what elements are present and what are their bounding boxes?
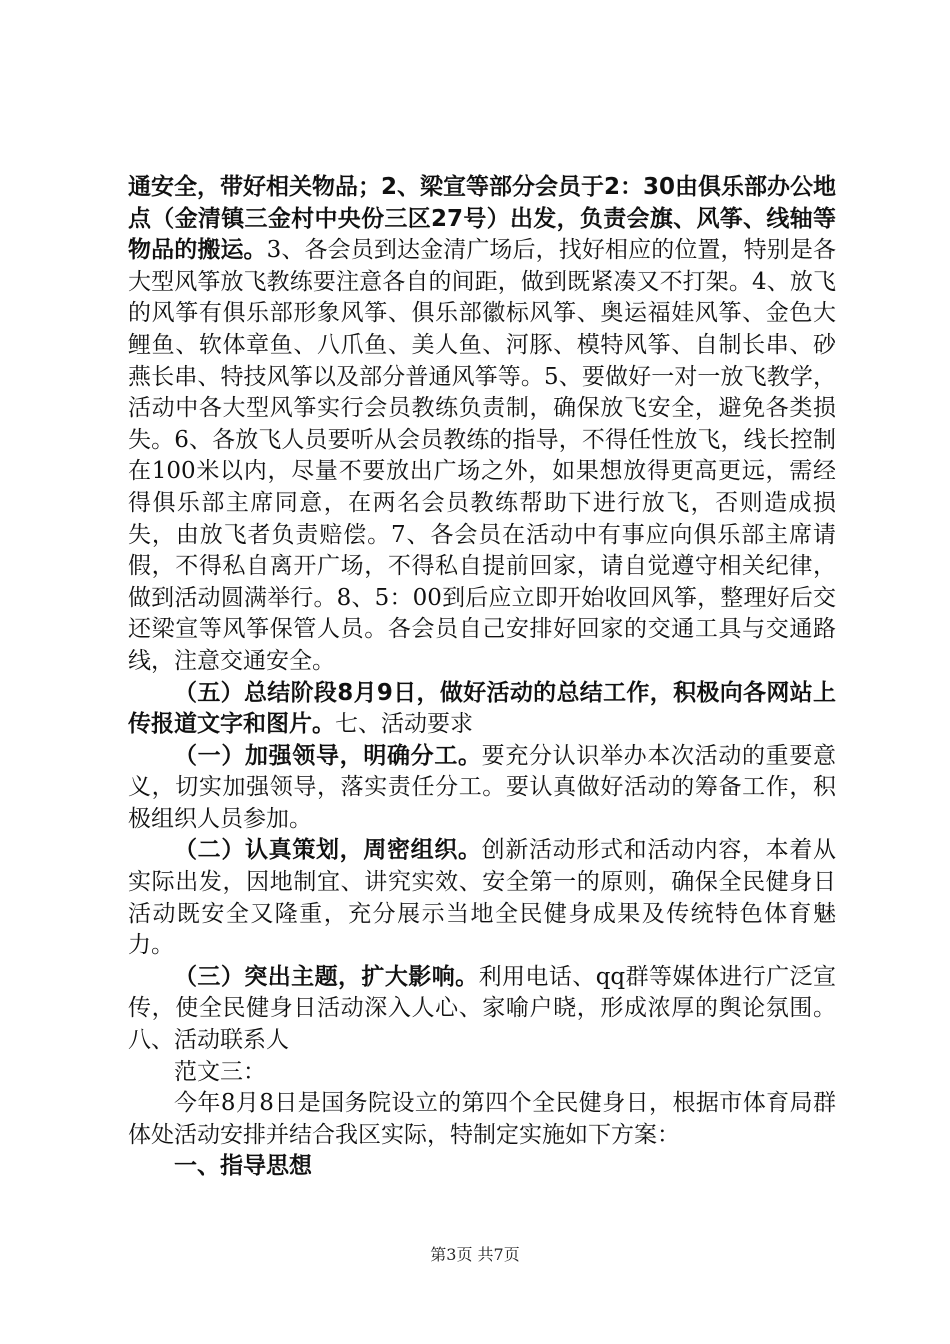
document-body	[128, 172, 836, 1183]
body-text: 3、各会员到达金清广场后，找好相应的位置，特别是各大型风筝放飞教练要注意各自的间距，做到既紧凑又不打架。4、放飞的风筝有俱乐部形象风筝、俱乐部徽标风筝、奥运福娃风筝、金色大鲤鱼、软体章鱼、八爪鱼、美人鱼、河豚、模特风筝、自制长串、砂燕长串、特技风筝以及部分普通风筝等。5、要做好一对一放飞教学，活动中各大型风筝实行会员教练负责制，确保放飞安全，避免各类损失。6、各放飞人员要听从会员教练的指导，不得任性放飞，线长控制在100米以内，尽量不要放出广场之外，如果想放得更高更远，需经得俱乐部主席同意，在两名会员教练帮助下进行放飞，否则造成损失，由放飞者负责赔偿。7、各会员在活动中有事应向俱乐部主席请假，不得私自离开广场，不得私自提前回家，请自觉遵守相关纪律，做到活动圆满举行。8、5：00到后应立即开始收回风筝，整理好后交还梁宣等风筝保管人员。各会员自己安排好回家的交通工具与交通路线，注意交通安全。	[128, 237, 836, 674]
body-text: 七、活动要求	[335, 711, 473, 738]
paragraph-requirement-1	[128, 741, 836, 836]
bold-heading: （一）加强领导，明确分工。	[174, 742, 482, 769]
paragraph-requirement-3	[128, 962, 836, 1057]
body-text: 今年8月8日是国务院设立的第四个全民健身日，根据市体育局群体处活动安排并结合我区实际，特制定实施如下方案：	[128, 1090, 836, 1148]
bold-heading: （二）认真策划，周密组织。	[174, 837, 482, 864]
page-footer	[0, 1242, 950, 1265]
bold-heading: 一、指导思想	[174, 1153, 312, 1180]
paragraph-requirement-2	[128, 835, 836, 961]
section-heading	[128, 1151, 836, 1183]
page-number: 第3页 共7页	[430, 1245, 520, 1264]
body-text: 要充分认识举办本次活动的重要意义，切实加强领导，落实责任分工。要认真做好活动的筹备工作，积极组织人员参加。	[128, 742, 837, 832]
bold-text: 通安全，带好相关物品；2、梁宣等部分会员于2：30由俱乐部办公地点（金清镇三金村中央份三区27号）出发，负责会旗、风筝、线轴等物品的搬运。	[128, 174, 837, 264]
body-text: 利用电话、qq群等媒体进行广泛宣传，使全民健身日活动深入人心、家喻户晓，形成浓厚的舆论氛围。八、活动联系人	[128, 963, 836, 1054]
paragraph-summary-stage	[128, 678, 836, 741]
bold-heading: （三）突出主题，扩大影响。	[174, 963, 479, 990]
paragraph-activity-steps	[128, 172, 836, 678]
paragraph-sample-three	[128, 1057, 836, 1089]
body-text: 创新活动形式和活动内容，本着从实际出发，因地制宜、讲究实效、安全第一的原则，确保全民健身日活动既安全又隆重，充分展示当地全民健身成果及传统特色体育魅力。	[128, 837, 837, 959]
paragraph-intro	[128, 1088, 836, 1151]
bold-text: （五）总结阶段8月9日，做好活动的总结工作，积极向各网站上传报道文字和图片。	[128, 679, 836, 738]
body-text: 范文三：	[174, 1058, 266, 1085]
